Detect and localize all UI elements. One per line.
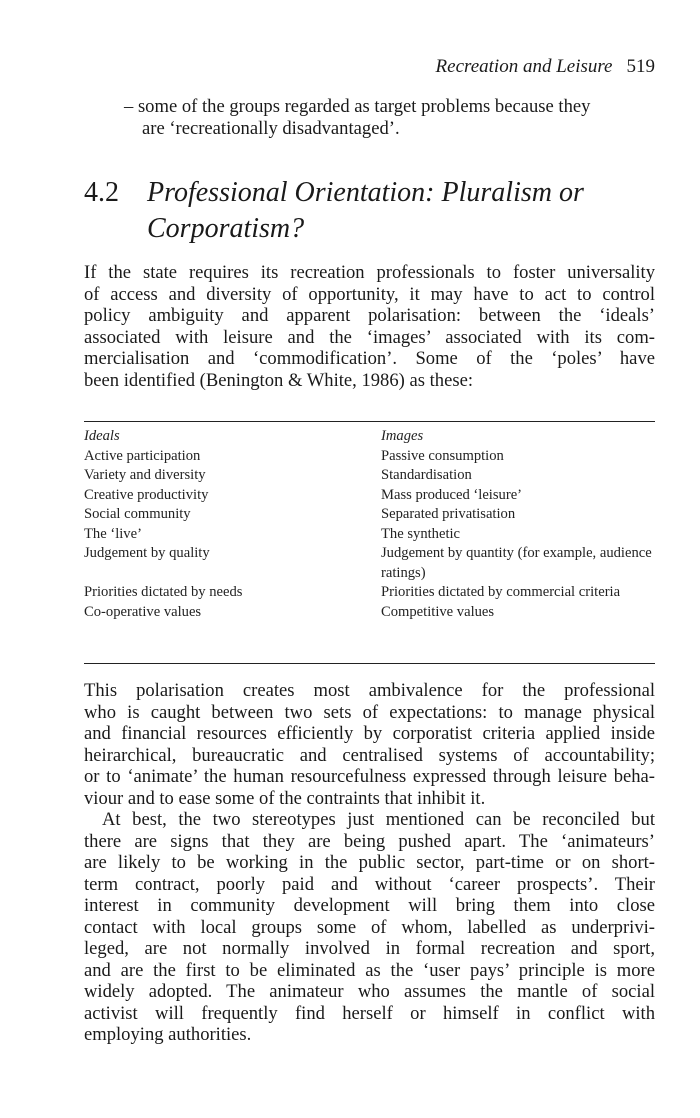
text-line: are likely to be working in the public sector, part-time or on short- (84, 852, 655, 873)
text-line: If the state requires its recreation professionals to foster universality (84, 262, 655, 283)
page-number: 519 (626, 56, 655, 77)
text-line: activist will frequently find herself or himself in conflict with (84, 1002, 655, 1024)
ideal-cell: The ‘live’ (84, 525, 142, 542)
text-line: who is caught between two sets of expectations: to manage physical (84, 701, 655, 723)
bullet-line: – some of the groups regarded as target problems because they (124, 96, 591, 117)
text-line: associated with leisure and the ‘images’ associated with its com- (84, 326, 655, 348)
text-line: This polarisation creates most ambivalence for the professional (84, 680, 655, 701)
text-line: policy ambiguity and apparent polarisation: between the ‘ideals’ (84, 305, 655, 326)
image-cell: Competitive values (381, 603, 495, 620)
text-line: At best, the two stereotypes just mentioned can be reconciled but (102, 809, 655, 830)
table-row (84, 603, 655, 623)
table-row (84, 447, 655, 467)
table-top-rule (84, 421, 655, 422)
text-line: interest in community development will bring them into close (84, 895, 655, 916)
table-row (84, 505, 655, 525)
text-line: widely adopted. The animateur who assumes the mantle of social (84, 981, 655, 1002)
text-line: mercialisation and ‘commodification’. Some of the ‘poles’ have (84, 348, 655, 369)
image-cell: Priorities dictated by commercial criteria (381, 584, 621, 600)
text-line: viour and to ease some of the contraints that inhibit it. (84, 787, 486, 809)
image-cell: Mass produced ‘leisure’ (381, 486, 523, 503)
table-row (84, 525, 655, 545)
image-cell: The synthetic (381, 525, 461, 542)
text-line: heirarchical, bureaucratic and centralised systems of accountability; (84, 744, 655, 766)
ideal-cell: Priorities dictated by needs (84, 584, 243, 600)
text-line: term contract, poorly paid and without ‘career prospects’. Their (84, 873, 655, 895)
table-row (84, 583, 655, 603)
section-title (147, 175, 647, 247)
table-row (84, 486, 655, 506)
ideal-cell: Judgement by quality (84, 545, 210, 561)
section-title-line: Professional Orientation: Pluralism or (147, 177, 584, 208)
header-images: Images (381, 428, 424, 444)
ideal-cell: Creative productivity (84, 486, 209, 503)
text-line: employing authorities. (84, 1024, 252, 1045)
table-row (84, 544, 655, 583)
ideal-cell: Variety and diversity (84, 467, 206, 483)
image-cell: Passive consumption (381, 447, 504, 464)
text-line: of access and diversity of opportunity, it may have to act to control (84, 283, 655, 305)
image-cell: Standardisation (381, 467, 472, 483)
bullet-item (124, 96, 664, 140)
text-line: contact with local groups some of whom, labelled as underprivi- (84, 916, 655, 938)
text-line: there are signs that they are being pushed apart. The ‘animateurs’ (84, 830, 655, 852)
ideal-cell: Social community (84, 506, 191, 522)
intro-paragraph (84, 262, 655, 391)
table-row (84, 466, 655, 486)
table-bottom-rule (84, 663, 655, 664)
header-ideals: Ideals (84, 428, 120, 444)
table-header-row (84, 427, 655, 447)
bullet-line: are ‘recreationally disadvantaged’. (142, 118, 400, 139)
text-line: leged, are not normally involved in formal recreation and sport, (84, 938, 655, 959)
image-cell: Judgement by quantity (for example, audience ratings) (381, 545, 652, 581)
ideal-cell: Active participation (84, 447, 201, 464)
running-head-title: Recreation and Leisure (435, 56, 613, 77)
poles-table (84, 427, 655, 622)
text-line: and are the first to be eliminated as the ‘user pays’ principle is more (84, 959, 655, 981)
running-head (0, 56, 655, 78)
image-cell: Separated privatisation (381, 506, 516, 522)
text-line: and financial resources efficiently by corporatist criteria applied inside (84, 723, 655, 744)
ideal-cell: Co-operative values (84, 603, 202, 620)
animateurs-paragraph (84, 809, 655, 1046)
polarisation-paragraph (84, 680, 655, 809)
text-line: or to ‘animate’ the human resourcefulness expressed through leisure beha- (84, 766, 655, 787)
section-title-line: Corporatism? (147, 213, 305, 244)
section-number: 4.2 (84, 177, 119, 208)
text-line: been identified (Benington & White, 1986) as these: (84, 369, 473, 391)
